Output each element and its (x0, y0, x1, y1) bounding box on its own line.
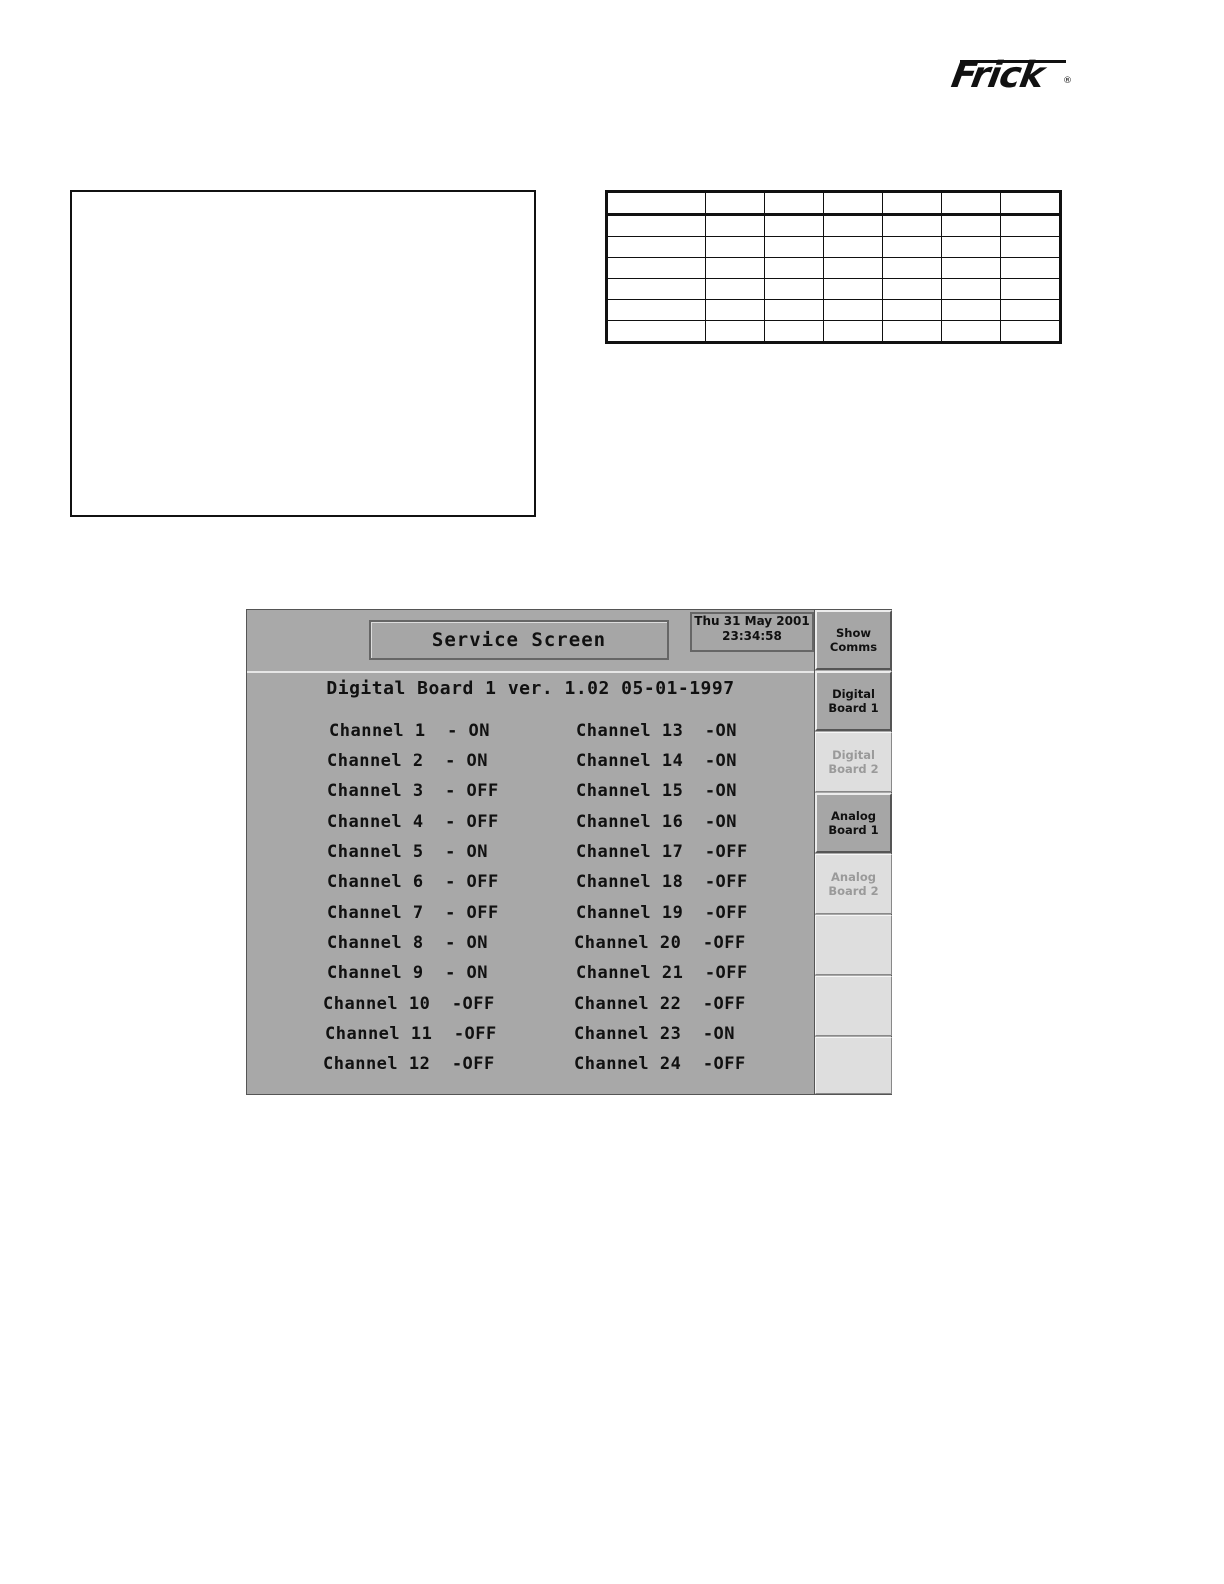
channel-status: Channel 13 -ON (576, 721, 738, 741)
table-row (607, 237, 1061, 258)
table-row (607, 279, 1061, 300)
side-button-panel (814, 610, 892, 1094)
blank-button[interactable] (815, 976, 892, 1036)
logo-text: Frick (948, 55, 1047, 96)
digital-board-2-button[interactable] (815, 732, 892, 792)
screen-title: Service Screen (369, 620, 669, 660)
channel-status: Channel 21 -OFF (576, 963, 748, 983)
channel-status: Channel 5 - ON (327, 842, 489, 862)
board-title: Digital Board 1 ver. 1.02 05-01-1997 (326, 678, 735, 699)
time-text: 23:34:58 (722, 629, 782, 643)
frick-logo (950, 56, 1072, 96)
date-text: Thu 31 May 2001 (694, 614, 810, 628)
table-row (607, 192, 1061, 215)
datetime-display (690, 612, 814, 652)
channel-status: Channel 3 - OFF (327, 781, 499, 801)
service-screen (246, 609, 892, 1095)
channel-status: Channel 18 -OFF (576, 872, 748, 892)
button-label-line1: Digital (832, 687, 875, 701)
channel-status: Channel 2 - ON (327, 751, 489, 771)
channel-status: Channel 8 - ON (327, 933, 489, 953)
channel-status: Channel 16 -ON (576, 812, 738, 832)
channel-status: Channel 4 - OFF (327, 812, 499, 832)
show-comms-button[interactable] (815, 610, 892, 670)
channel-status: Channel 12 -OFF (323, 1054, 495, 1074)
button-label-line1: Analog (831, 809, 876, 823)
channel-status: Channel 9 - ON (327, 963, 489, 983)
channel-status: Channel 1 - ON (329, 721, 491, 741)
table-row (607, 215, 1061, 237)
button-label-line2: Board 2 (828, 884, 879, 898)
button-label-line1: Digital (832, 748, 875, 762)
channel-status: Channel 11 -OFF (325, 1024, 497, 1044)
table-row (607, 258, 1061, 279)
button-label-line2: Comms (829, 640, 878, 654)
channel-status: Channel 17 -OFF (576, 842, 748, 862)
button-label-line1: Analog (831, 870, 876, 884)
digital-board-1-button[interactable] (815, 671, 892, 731)
channel-status: Channel 15 -ON (576, 781, 738, 801)
channel-status: Channel 20 -OFF (574, 933, 746, 953)
channel-status: Channel 19 -OFF (576, 903, 748, 923)
blank-button[interactable] (815, 915, 892, 975)
button-label-line2: Board 1 (828, 701, 879, 715)
channel-status: Channel 23 -ON (574, 1024, 736, 1044)
button-label-line1: Show (836, 626, 871, 640)
registered-mark: ® (1063, 76, 1072, 86)
channel-status: Channel 10 -OFF (323, 994, 495, 1014)
channel-status: Channel 22 -OFF (574, 994, 746, 1014)
empty-figure-box (70, 190, 536, 517)
channel-status: Channel 24 -OFF (574, 1054, 746, 1074)
channel-status: Channel 14 -ON (576, 751, 738, 771)
analog-board-2-button[interactable] (815, 854, 892, 914)
table-row (607, 300, 1061, 321)
button-label-line2: Board 1 (828, 823, 879, 837)
screen-header (247, 610, 814, 673)
blank-button[interactable] (815, 1037, 892, 1094)
table-row (607, 321, 1061, 343)
channel-status: Channel 6 - OFF (327, 872, 499, 892)
button-label-line2: Board 2 (828, 762, 879, 776)
analog-board-1-button[interactable] (815, 793, 892, 853)
channel-status: Channel 7 - OFF (327, 903, 499, 923)
empty-grid-table (605, 190, 1062, 344)
